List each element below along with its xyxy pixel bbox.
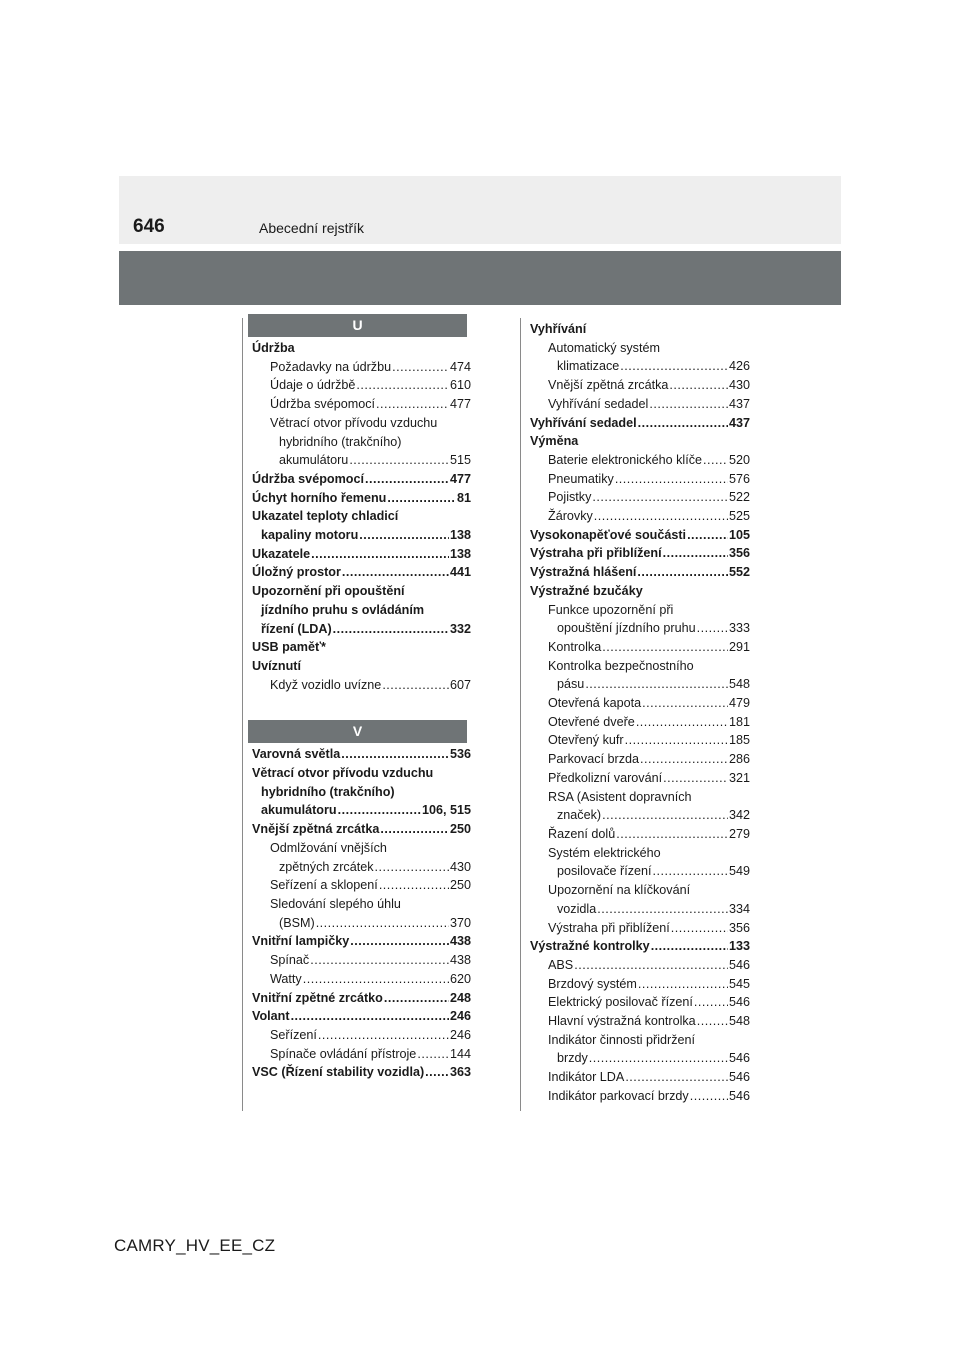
index-entry-text: Funkce upozornění při	[548, 602, 674, 617]
index-column-left	[252, 314, 471, 1082]
index-entry	[530, 451, 750, 470]
index-entry-page: 620	[449, 971, 471, 986]
index-entry-page: 138	[449, 546, 471, 561]
index-entry	[530, 638, 750, 657]
index-entry	[530, 414, 750, 433]
index-entry	[252, 414, 471, 433]
dot-leader	[597, 900, 728, 919]
index-entry	[530, 601, 750, 620]
index-entry-page: 437	[728, 396, 750, 411]
dot-leader	[602, 806, 728, 825]
dot-leader	[620, 357, 728, 376]
column-divider-right	[520, 318, 521, 1111]
index-entry	[252, 989, 471, 1008]
index-entry	[530, 956, 750, 975]
index-entry-page: 576	[728, 471, 750, 486]
index-entry	[530, 975, 750, 994]
index-entry-text: jízdního pruhu s ovládáním	[261, 602, 425, 617]
index-entry	[252, 1007, 471, 1026]
dot-leader	[690, 1087, 728, 1106]
index-entry-text: Když vozidlo uvízne	[270, 677, 382, 692]
dot-leader	[653, 862, 728, 881]
index-entry-text: Výstraha při přiblížení	[548, 920, 670, 935]
index-entry-page: 474	[449, 359, 471, 374]
index-entry-text: Výstražná hlášení	[530, 565, 637, 580]
index-entry-text: VSC (Řízení stability vozidla)	[252, 1065, 425, 1080]
index-entry	[252, 895, 471, 914]
index-entry-text: pásu	[557, 677, 585, 692]
index-entry	[252, 339, 471, 358]
section-heading-u: U	[248, 314, 467, 337]
index-entry-page: 477	[449, 397, 471, 412]
index-entry-page: 138	[449, 528, 471, 543]
dot-leader	[310, 951, 449, 970]
index-entry	[530, 806, 750, 825]
index-entry-page: 546	[728, 1088, 750, 1103]
index-entry	[530, 376, 750, 395]
index-entry	[530, 769, 750, 788]
dot-leader	[640, 750, 728, 769]
index-entry-text: Vnější zpětná zrcátka	[252, 822, 380, 837]
index-entry-page: 549	[728, 864, 750, 879]
index-entry-text: Systém elektrického	[548, 845, 661, 860]
index-entry-text: Řazení dolů	[548, 826, 616, 841]
dot-leader	[703, 451, 728, 470]
dot-leader	[380, 820, 449, 839]
index-entry-text: hybridního (trakčního)	[279, 434, 402, 449]
index-entry-text: Seřízení	[270, 1027, 317, 1042]
index-entry-text: Baterie elektronického klíče	[548, 452, 703, 467]
index-entry-page: 286	[728, 752, 750, 767]
dot-leader	[382, 676, 449, 695]
index-entry-text: zpětných zrcátek	[279, 859, 374, 874]
index-entry-page: 545	[728, 976, 750, 991]
index-entry-text: Sledování slepého úhlu	[270, 896, 401, 911]
index-entry	[530, 937, 750, 956]
index-entry-page: 610	[449, 378, 471, 393]
index-entry-page: 332	[449, 621, 471, 636]
index-entry-text: Údaje o údržbě	[270, 378, 356, 393]
index-entry-text: Spínač	[270, 953, 310, 968]
index-entry	[530, 488, 750, 507]
index-entry-text: Údržba	[252, 341, 295, 355]
index-entry-text: Watty	[270, 971, 302, 986]
index-entry-text: opouštění jízdního pruhu	[557, 621, 696, 636]
index-entry	[252, 545, 471, 564]
index-entry-text: Elektrický posilovač řízení	[548, 995, 693, 1010]
dot-leader	[697, 619, 728, 638]
index-entry-page: 250	[449, 878, 471, 893]
index-entry-page: 477	[449, 471, 471, 486]
index-entry	[252, 657, 471, 676]
index-entry	[530, 526, 750, 545]
index-entry-text: Údržba svépomocí	[252, 471, 364, 486]
dot-leader	[359, 526, 449, 545]
page-title: Abecední rejstřík	[259, 220, 365, 236]
dot-leader	[311, 545, 449, 564]
index-entry	[530, 900, 750, 919]
index-entry-text: Odmlžování vnějších	[270, 840, 387, 855]
dot-leader	[615, 470, 728, 489]
index-entry-text: Vnější zpětná zrcátka	[548, 378, 669, 393]
index-entry-text: akumulátoru	[279, 453, 349, 468]
index-entry-text: Výstražné bzučáky	[530, 583, 643, 598]
index-entry-page: 546	[728, 995, 750, 1010]
index-entry	[252, 470, 471, 489]
index-entry-text: Otevřená kapota	[548, 696, 642, 711]
section-banner	[119, 251, 841, 305]
dot-leader	[642, 694, 728, 713]
index-entry-page: 321	[728, 770, 750, 785]
index-entry	[252, 764, 471, 783]
index-entry	[530, 750, 750, 769]
index-entry-page: 363	[449, 1065, 471, 1080]
dot-leader	[592, 488, 728, 507]
dot-leader	[376, 395, 449, 414]
index-entry-page: 536	[449, 747, 471, 762]
dot-leader	[637, 563, 728, 582]
dot-leader	[651, 937, 728, 956]
index-entry-text: Úložný prostor	[252, 565, 341, 580]
index-entry	[252, 451, 471, 470]
index-entry	[252, 951, 471, 970]
document-code: CAMRY_HV_EE_CZ	[114, 1236, 276, 1255]
dot-leader	[379, 876, 449, 895]
index-entry-text: akumulátoru	[261, 803, 337, 818]
index-entry	[530, 582, 750, 601]
index-entry	[252, 507, 471, 526]
dot-leader	[384, 989, 449, 1008]
index-entry-page: 279	[728, 826, 750, 841]
index-entry	[530, 919, 750, 938]
index-entry-text: Vysokonapěťové součásti	[530, 527, 687, 542]
index-entry-text: Upozornění na klíčkování	[548, 883, 691, 898]
dot-leader	[594, 507, 728, 526]
dot-leader	[318, 1026, 449, 1045]
index-entry-page: 548	[728, 1014, 750, 1029]
index-entry	[530, 788, 750, 807]
index-entry	[530, 320, 750, 339]
dot-leader	[585, 675, 728, 694]
index-entry	[252, 358, 471, 377]
index-entry-text: posilovače řízení	[557, 864, 652, 879]
index-entry	[530, 825, 750, 844]
index-entry	[530, 507, 750, 526]
index-entry	[530, 657, 750, 676]
index-entry-page: 248	[449, 990, 471, 1005]
index-entry	[530, 395, 750, 414]
index-entry-text: kapaliny motoru	[261, 528, 359, 543]
index-entry	[530, 844, 750, 863]
index-list-right	[530, 320, 750, 1106]
index-entry-text: Větrací otvor přívodu vzduchu	[252, 766, 434, 781]
dot-leader	[356, 376, 449, 395]
index-entry-text: Výměna	[530, 434, 579, 449]
index-entry-page: 607	[449, 677, 471, 692]
index-entry	[252, 582, 471, 601]
index-entry-text: ABS	[548, 957, 574, 972]
index-entry-text: Otevřené dveře	[548, 714, 635, 729]
index-entry	[530, 694, 750, 713]
index-entry-text: hybridního (trakčního)	[261, 784, 395, 799]
index-entry-text: Indikátor LDA	[548, 1070, 625, 1085]
dot-leader	[425, 1063, 449, 1082]
index-entry-text: Ukazatel teploty chladicí	[252, 509, 399, 524]
index-entry-page: 144	[449, 1046, 471, 1061]
index-entry-page: 426	[728, 359, 750, 374]
dot-leader	[663, 769, 728, 788]
index-entry-text: Brzdový systém	[548, 976, 637, 991]
index-entry-text: řízení (LDA)	[261, 621, 332, 636]
index-entry-page: 438	[449, 934, 471, 949]
dot-leader	[638, 975, 728, 994]
index-entry	[252, 601, 471, 620]
index-entry-text: Upozornění při opouštění	[252, 584, 405, 599]
index-entry-page: 546	[728, 957, 750, 972]
index-entry-text: Indikátor parkovací brzdy	[548, 1088, 689, 1103]
index-entry-page: 356	[728, 920, 750, 935]
index-entry-page: 552	[728, 565, 750, 580]
index-entry	[252, 932, 471, 951]
dot-leader	[342, 563, 449, 582]
index-entry-page: 546	[728, 1051, 750, 1066]
index-entry	[530, 357, 750, 376]
index-entry-page: 181	[728, 714, 750, 729]
index-entry	[530, 1012, 750, 1031]
index-entry-text: Žárovky	[548, 509, 593, 524]
index-entry-text: Úchyt horního řemenu	[252, 490, 387, 505]
index-entry	[252, 820, 471, 839]
index-entry-text: Indikátor činnosti přidržení	[548, 1032, 695, 1047]
dot-leader	[625, 1068, 728, 1087]
index-entry	[530, 1068, 750, 1087]
index-entry-text: Varovná světla	[252, 747, 341, 762]
index-entry-text: brzdy	[557, 1051, 588, 1066]
index-entry-page: 520	[728, 452, 750, 467]
dot-leader	[341, 745, 449, 764]
dot-leader	[365, 470, 449, 489]
dot-leader	[669, 376, 728, 395]
index-entry-text: Vnitřní zpětné zrcátko	[252, 990, 383, 1005]
index-entry-page: 185	[728, 733, 750, 748]
index-entry-page: 430	[449, 859, 471, 874]
index-entry	[252, 1045, 471, 1064]
index-column-right	[530, 318, 750, 1106]
index-entry	[530, 619, 750, 638]
dot-leader	[417, 1045, 449, 1064]
index-list-u	[252, 339, 471, 694]
dot-leader	[638, 414, 728, 433]
index-entry	[252, 489, 471, 508]
index-entry	[252, 839, 471, 858]
index-entry-text: Kontrolka	[548, 639, 602, 654]
dot-leader	[338, 801, 421, 820]
header-band	[119, 176, 841, 244]
index-entry-text: USB paměť*	[252, 640, 326, 655]
index-entry-text: značek)	[557, 808, 602, 823]
index-entry	[252, 970, 471, 989]
index-entry-page: 515	[449, 453, 471, 468]
index-entry-text: Uvíznutí	[252, 658, 301, 673]
dot-leader	[663, 544, 728, 563]
index-entry	[252, 433, 471, 452]
section-heading-v: V	[248, 720, 467, 743]
index-entry-page: 525	[728, 509, 750, 524]
dot-leader	[303, 970, 449, 989]
index-entry-text: Požadavky na údržbu	[270, 359, 392, 374]
index-entry-page: 106, 515	[421, 803, 471, 818]
index-entry	[252, 376, 471, 395]
index-entry-page: 133	[728, 939, 750, 954]
index-entry-text: Spínače ovládání přístroje	[270, 1046, 417, 1061]
dot-leader	[574, 956, 728, 975]
dot-leader	[589, 1049, 728, 1068]
dot-leader	[625, 731, 728, 750]
index-entry	[530, 881, 750, 900]
dot-leader	[387, 489, 456, 508]
index-entry-page: 246	[449, 1009, 471, 1024]
dot-leader	[350, 932, 449, 951]
index-entry	[530, 675, 750, 694]
index-entry-page: 522	[728, 490, 750, 505]
index-entry-text: Seřízení a sklopení	[270, 878, 378, 893]
index-entry-text: vozidla	[557, 901, 597, 916]
dot-leader	[349, 451, 449, 470]
index-entry	[530, 1049, 750, 1068]
index-entry	[530, 862, 750, 881]
index-entry-text: Volant	[252, 1009, 290, 1024]
dot-leader	[671, 919, 728, 938]
index-entry	[252, 620, 471, 639]
index-entry	[530, 563, 750, 582]
index-entry-page: 81	[456, 490, 471, 505]
index-entry-text: Vyhřívání sedadel	[530, 415, 637, 430]
index-entry-text: Vyhřívání sedadel	[548, 396, 649, 411]
index-entry-page: 548	[728, 677, 750, 692]
index-entry-text: Předkolizní varování	[548, 770, 663, 785]
index-entry	[252, 914, 471, 933]
dot-leader	[392, 358, 449, 377]
column-divider-left	[242, 318, 243, 1111]
index-entry-text: Výstraha při přiblížení	[530, 546, 662, 561]
index-entry-text: Ukazatele	[252, 546, 311, 561]
dot-leader	[333, 620, 449, 639]
index-entry	[530, 470, 750, 489]
index-entry	[252, 876, 471, 895]
index-entry-page: 441	[449, 565, 471, 580]
index-entry	[252, 745, 471, 764]
dot-leader	[697, 1012, 728, 1031]
index-entry	[252, 1026, 471, 1045]
index-entry-page: 342	[728, 808, 750, 823]
index-entry	[530, 1031, 750, 1050]
index-entry-text: Otevřený kufr	[548, 733, 624, 748]
index-entry-text: Výstražné kontrolky	[530, 939, 650, 954]
index-entry-text: Automatický systém	[548, 340, 660, 355]
index-entry	[252, 563, 471, 582]
index-entry-page: 334	[728, 901, 750, 916]
dot-leader	[649, 395, 728, 414]
index-entry	[530, 713, 750, 732]
index-entry-page: 291	[728, 639, 750, 654]
index-entry-text: (BSM)	[279, 915, 315, 930]
page-number: 646	[133, 216, 165, 237]
index-entry	[530, 1087, 750, 1106]
index-entry-text: Hlavní výstražná kontrolka	[548, 1014, 696, 1029]
index-entry-page: 333	[728, 621, 750, 636]
index-entry	[530, 432, 750, 451]
index-entry	[252, 858, 471, 877]
index-entry-text: Vyhřívání	[530, 322, 587, 336]
index-entry	[252, 638, 471, 657]
index-entry	[252, 783, 471, 802]
dot-leader	[636, 713, 728, 732]
index-entry-text: Větrací otvor přívodu vzduchu	[270, 415, 438, 430]
index-entry-page: 370	[449, 915, 471, 930]
index-entry-page: 438	[449, 953, 471, 968]
dot-leader	[602, 638, 728, 657]
dot-leader	[616, 825, 728, 844]
index-list-v	[252, 745, 471, 1082]
index-entry-page: 250	[449, 822, 471, 837]
index-entry-page: 356	[728, 546, 750, 561]
index-entry	[252, 395, 471, 414]
index-entry	[252, 676, 471, 695]
index-entry	[252, 801, 471, 820]
dot-leader	[316, 914, 449, 933]
index-entry	[530, 993, 750, 1012]
index-entry	[252, 1063, 471, 1082]
index-entry-text: Parkovací brzda	[548, 752, 639, 767]
index-entry-text: Kontrolka bezpečnostního	[548, 658, 694, 673]
dot-leader	[291, 1007, 449, 1026]
index-entry	[530, 731, 750, 750]
index-entry-text: klimatizace	[557, 359, 620, 374]
index-entry-page: 105	[728, 527, 750, 542]
index-entry-text: Vnitřní lampičky	[252, 934, 350, 949]
dot-leader	[687, 526, 728, 545]
index-entry-text: Pneumatiky	[548, 471, 614, 486]
index-entry-text: Pojistky	[548, 490, 592, 505]
index-entry-text: RSA (Asistent dopravních	[548, 789, 692, 804]
index-entry-page: 430	[728, 378, 750, 393]
dot-leader	[375, 858, 449, 877]
index-entry	[530, 339, 750, 358]
index-entry-text: Údržba svépomocí	[270, 397, 375, 412]
index-entry-page: 246	[449, 1027, 471, 1042]
dot-leader	[694, 993, 728, 1012]
index-entry	[530, 544, 750, 563]
index-entry	[252, 526, 471, 545]
index-entry-page: 479	[728, 696, 750, 711]
index-entry-page: 546	[728, 1070, 750, 1085]
index-entry-page: 437	[728, 415, 750, 430]
